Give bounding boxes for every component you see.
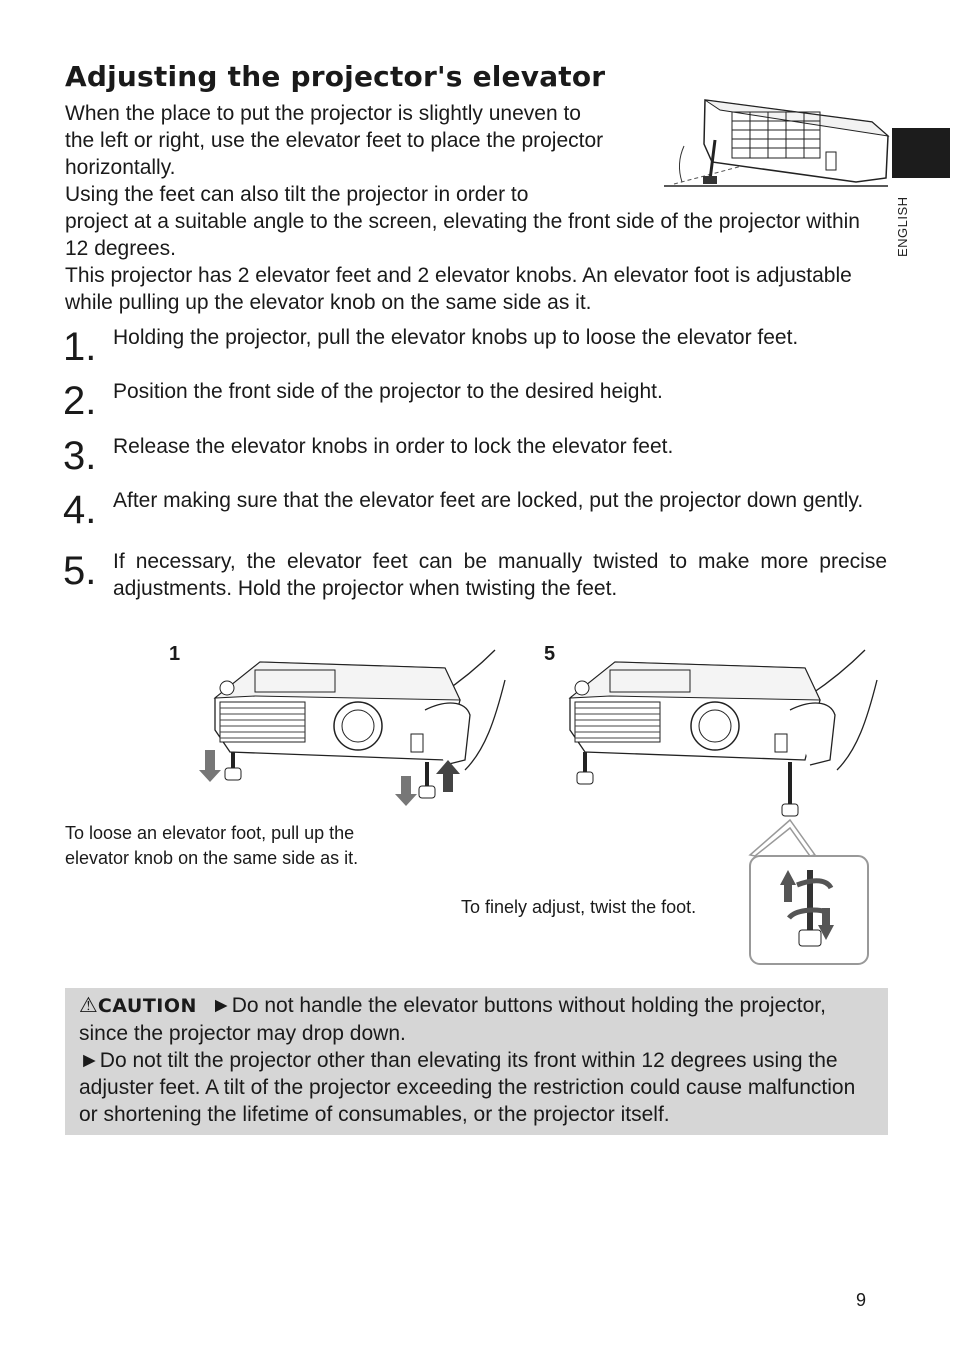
caution-item-2: ►Do not tilt the projector other than elevating its front within 12 degrees using the adjuster feet. A tilt of the projector exceeding the restriction could cause malfunction or shortening the lifetime of consumables, or the projector itself. (79, 1049, 856, 1126)
figure-1-caption: To loose an elevator foot, pull up the elevator knob on the same side as it. (65, 823, 359, 868)
step-number-3: 3. (63, 434, 97, 478)
warning-triangle-icon: ⚠ (79, 994, 98, 1017)
intro-paragraph-3: This projector has 2 elevator feet and 2 elevator knobs. An elevator foot is adjustable while pulling up the elevator knob on the same side as it. (65, 264, 852, 314)
step-text-3: Release the elevator knobs in order to lock the elevator feet. (113, 435, 674, 458)
step-number-4: 4. (63, 488, 97, 532)
projector-pull-knob-illustration (195, 640, 515, 815)
intro-paragraph-2-rest: project at a suitable angle to the screen, elevating the front side of the projector within 12 degrees. (65, 210, 860, 260)
projector-tilt-illustration (660, 92, 890, 192)
intro-paragraph-2-line1: Using the feet can also tilt the projector in order to (65, 183, 529, 206)
caution-heading: CAUTION (97, 995, 197, 1017)
figure-5-label: 5 (544, 643, 556, 665)
figure-1-label: 1 (169, 643, 181, 665)
intro-paragraph-1: When the place to put the projector is slightly uneven to the left or right, use the elevator feet to place the projector horizontally. (65, 102, 604, 179)
figure-5-caption: To finely adjust, twist the foot. (461, 897, 697, 917)
page-number: 9 (856, 1290, 867, 1310)
language-label: ENGLISH (895, 196, 910, 257)
step-number-2: 2. (63, 379, 97, 423)
step-text-5: If necessary, the elevator feet can be manually twisted to make more precise adjustments. Hold the projector when twisting the feet. (113, 550, 887, 600)
projector-twist-foot-illustration (565, 640, 885, 970)
step-number-1: 1. (63, 325, 97, 369)
step-number-5: 5. (63, 549, 97, 593)
caution-content (79, 992, 879, 1128)
step-text-4: After making sure that the elevator feet are locked, put the projector down gently. (113, 489, 864, 512)
step-text-2: Position the front side of the projector to the desired height. (113, 380, 663, 403)
intro-paragraph-2 (65, 181, 865, 262)
step-text-1: Holding the projector, pull the elevator knobs up to loose the elevator feet. (113, 326, 799, 349)
caution-item-1: ►Do not handle the elevator buttons without holding the projector, since the projector may drop down. (79, 994, 826, 1045)
section-tab (892, 128, 950, 178)
page-title: Adjusting the projector's elevator (65, 60, 606, 93)
